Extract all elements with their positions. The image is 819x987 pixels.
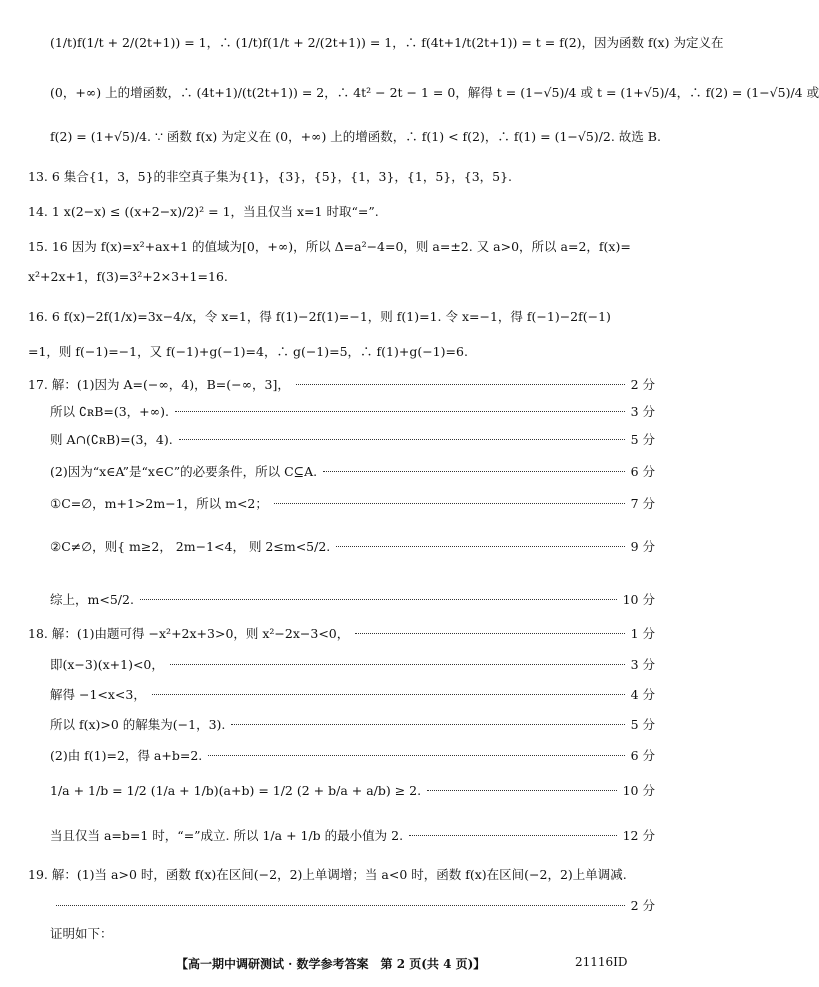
leader-dots bbox=[427, 790, 617, 791]
leader-dots bbox=[179, 439, 625, 440]
q18-step-1 bbox=[28, 624, 655, 642]
score: 2 分 bbox=[630, 898, 655, 913]
leader-dots bbox=[152, 694, 625, 695]
score: 5 分 bbox=[630, 432, 655, 447]
step-text: 当且仅当 a=b=1 时，“=”成立. 所以 1/a + 1/b 的最小值为 2. bbox=[50, 828, 404, 843]
step-text: (2)由 f(1)=2，得 a+b=2. bbox=[50, 748, 203, 763]
answer-text: 证明如下： bbox=[50, 926, 113, 941]
score: 7 分 bbox=[630, 496, 655, 511]
leader-dots bbox=[336, 546, 624, 547]
answer-text: 19. 解：(1)当 a>0 时，函数 f(x)在区间(−2，2)上单调增；当 a<0 时，函数 f(x)在区间(−2，2)上单调减. bbox=[28, 867, 627, 882]
score: 9 分 bbox=[630, 539, 655, 554]
step-text: 17. 解：(1)因为 A=(−∞，4)，B=(−∞，3]， bbox=[28, 377, 290, 392]
leader-dots bbox=[274, 503, 625, 504]
leader-dots bbox=[323, 471, 624, 472]
q18-step-5 bbox=[50, 746, 655, 764]
footer-code: 21116ID bbox=[575, 955, 628, 969]
q18-step-2 bbox=[50, 655, 655, 673]
q17-step-3 bbox=[50, 430, 655, 448]
step-text: 综上，m<5/2. bbox=[50, 592, 134, 607]
answer-text: 13. 6 集合{1，3，5}的非空真子集为{1}，{3}，{5}，{1，3}，{1，5}，{3，5}. bbox=[28, 169, 513, 184]
score: 12 分 bbox=[622, 828, 655, 843]
step-text: 所以 f(x)>0 的解集为(−1，3). bbox=[50, 717, 226, 732]
q17-step-7 bbox=[50, 590, 655, 608]
footer-title: 【高一期中调研测试 · 数学参考答案 第 2 页(共 4 页)】 bbox=[176, 957, 486, 971]
q18-step-6 bbox=[50, 781, 655, 799]
score: 2 分 bbox=[630, 377, 655, 392]
leader-dots bbox=[231, 724, 624, 725]
score: 10 分 bbox=[622, 783, 655, 798]
leader-dots bbox=[170, 664, 625, 665]
answer-text: 15. 16 因为 f(x)=x²+ax+1 的值域为[0，+∞)，所以 Δ=a²−4=0，则 a=±2. 又 a>0，所以 a=2，f(x)= bbox=[28, 239, 631, 254]
answer-text: (0，+∞) 上的增函数，∴ (4t+1)/(t(2t+1)) = 2，∴ 4t² − 2t − 1 = 0，解得 t = (1−√5)/4 或 t = (1+√5)/4，∴ f(2) = (1−√5)/4 或 bbox=[50, 85, 819, 100]
leader-dots bbox=[296, 384, 625, 385]
leader-dots bbox=[175, 411, 625, 412]
leader-dots bbox=[409, 835, 617, 836]
q18-step-4 bbox=[50, 715, 655, 733]
step-text: 则 A∩(∁ʀB)=(3，4). bbox=[50, 432, 173, 447]
leader-dots bbox=[355, 633, 624, 634]
score: 10 分 bbox=[622, 592, 655, 607]
leader-dots bbox=[140, 599, 617, 600]
q17-step-1 bbox=[28, 375, 655, 393]
q18-step-7 bbox=[50, 826, 655, 844]
step-text: ①C=∅，m+1>2m−1，所以 m<2； bbox=[50, 496, 268, 511]
leader-dots bbox=[208, 755, 624, 756]
q17-step-4 bbox=[50, 462, 655, 480]
score: 6 分 bbox=[630, 748, 655, 763]
score: 6 分 bbox=[630, 464, 655, 479]
score: 5 分 bbox=[630, 717, 655, 732]
answer-text: f(2) = (1+√5)/4. ∵ 函数 f(x) 为定义在 (0，+∞) 上的增函数，∴ f(1) < f(2)，∴ f(1) = (1−√5)/2. 故选 B. bbox=[50, 129, 661, 144]
answer-text: 14. 1 x(2−x) ≤ ((x+2−x)/2)² = 1，当且仅当 x=1 时取“=”. bbox=[28, 204, 379, 219]
leader-dots bbox=[56, 905, 625, 906]
q17-step-2 bbox=[50, 402, 655, 420]
step-text: 即(x−3)(x+1)<0， bbox=[50, 657, 164, 672]
score: 3 分 bbox=[630, 657, 655, 672]
step-text: 18. 解：(1)由题可得 −x²+2x+3>0，则 x²−2x−3<0， bbox=[28, 626, 350, 641]
score: 3 分 bbox=[630, 404, 655, 419]
answer-text: x²+2x+1，f(3)=3²+2×3+1=16. bbox=[28, 269, 228, 284]
q19-step-1 bbox=[50, 896, 655, 914]
step-text: ②C≠∅，则{ m≥2， 2m−1<4， 则 2≤m<5/2. bbox=[50, 539, 331, 554]
answer-text: (1/t)f(1/t + 2/(2t+1)) = 1，∴ (1/t)f(1/t + 2/(2t+1)) = 1，∴ f(4t+1/t(2t+1)) = t = f(2)，因为函数 f(x) 为定义在 bbox=[50, 35, 724, 50]
step-text: 1/a + 1/b = 1/2 (1/a + 1/b)(a+b) = 1/2 (2 + b/a + a/b) ≥ 2. bbox=[50, 783, 422, 798]
step-text: (2)因为“x∈A”是“x∈C”的必要条件，所以 C⊆A. bbox=[50, 464, 318, 479]
score: 4 分 bbox=[630, 687, 655, 702]
answer-text: 16. 6 f(x)−2f(1/x)=3x−4/x，令 x=1，得 f(1)−2f(1)=−1，则 f(1)=1. 令 x=−1，得 f(−1)−2f(−1) bbox=[28, 309, 611, 324]
step-text: 所以 ∁ʀB=(3，+∞). bbox=[50, 404, 169, 419]
step-text: 解得 −1<x<3， bbox=[50, 687, 146, 702]
q18-step-3 bbox=[50, 685, 655, 703]
q17-step-5 bbox=[50, 494, 655, 512]
q17-step-6 bbox=[50, 537, 655, 555]
score: 1 分 bbox=[630, 626, 655, 641]
answer-text: =1，则 f(−1)=−1，又 f(−1)+g(−1)=4，∴ g(−1)=5，∴ f(1)+g(−1)=6. bbox=[28, 344, 468, 359]
